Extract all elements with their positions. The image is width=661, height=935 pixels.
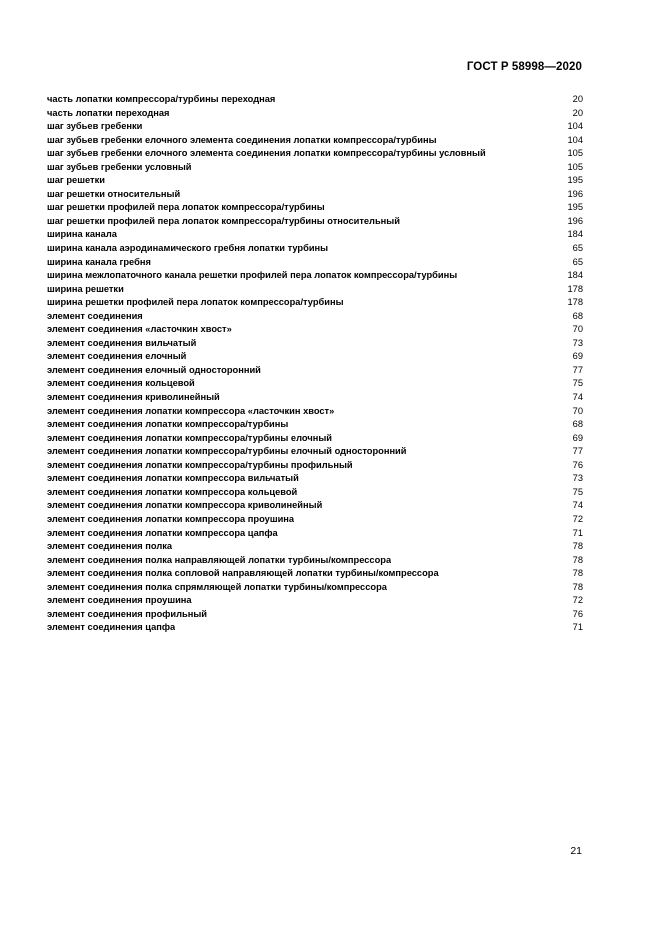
index-entry [47, 337, 583, 351]
alphabetical-index-list [47, 93, 583, 635]
index-entry [47, 499, 583, 513]
index-entry-term: ширина решетки профилей пера лопаток компрессора/турбины [47, 297, 344, 308]
index-entry-page: 65 [572, 256, 583, 267]
index-entry-page: 78 [572, 568, 583, 579]
index-entry [47, 391, 583, 405]
index-entry-term: элемент соединения полка направляющей лопатки турбины/компрессора [47, 554, 392, 565]
index-entry-term: шаг решетки профилей пера лопаток компрессора/турбины относительный [47, 215, 400, 226]
index-entry-term: шаг зубьев гребенки елочного элемента соединения лопатки компрессора/турбины условный [47, 148, 486, 159]
index-entry-term: элемент соединения цапфа [47, 622, 176, 633]
index-entry-page: 74 [572, 392, 583, 403]
index-entry-term: элемент соединения [47, 310, 143, 321]
index-entry [47, 513, 583, 527]
index-entry-page: 77 [572, 446, 583, 457]
index-entry [47, 134, 583, 148]
index-entry [47, 540, 583, 554]
index-entry-page: 71 [572, 622, 583, 633]
index-entry-page: 78 [572, 581, 583, 592]
index-entry-term: шаг решетки [47, 175, 105, 186]
index-entry-term: элемент соединения лопатки компрессора цапфа [47, 527, 278, 538]
index-entry [47, 242, 583, 256]
index-entry-page: 178 [567, 283, 583, 294]
index-entry [47, 527, 583, 541]
index-entry [47, 93, 583, 107]
index-entry-term: шаг зубьев гребенки условный [47, 161, 192, 172]
index-entry [47, 567, 583, 581]
index-entry-page: 70 [572, 405, 583, 416]
index-entry [47, 405, 583, 419]
index-entry-page: 104 [567, 134, 583, 145]
index-entry [47, 147, 583, 161]
index-entry-term: элемент соединения «ласточкин хвост» [47, 324, 232, 335]
index-entry-page: 73 [572, 337, 583, 348]
index-entry-term: элемент соединения лопатки компрессора/турбины елочный [47, 432, 332, 443]
index-entry-page: 76 [572, 608, 583, 619]
index-entry [47, 120, 583, 134]
index-entry [47, 581, 583, 595]
document-header: ГОСТ Р 58998—2020 [466, 61, 582, 73]
index-entry-term: элемент соединения лопатки компрессора «ласточкин хвост» [47, 405, 335, 416]
index-entry-page: 68 [572, 419, 583, 430]
index-entry-term: элемент соединения профильный [47, 608, 208, 619]
index-entry-page: 68 [572, 310, 583, 321]
index-entry-term: ширина канала аэродинамического гребня лопатки турбины [47, 243, 329, 254]
index-entry-term: элемент соединения лопатки компрессора вильчатый [47, 473, 299, 484]
index-entry [47, 107, 583, 121]
index-entry [47, 188, 583, 202]
index-entry [47, 283, 583, 297]
index-entry-page: 20 [572, 107, 583, 118]
index-entry-term: ширина канала [47, 229, 117, 240]
index-entry-term: элемент соединения лопатки компрессора/турбины [47, 419, 289, 430]
index-entry-page: 195 [567, 202, 583, 213]
index-entry-page: 184 [567, 270, 583, 281]
index-entry [47, 459, 583, 473]
index-entry-page: 71 [572, 527, 583, 538]
index-entry-page: 69 [572, 432, 583, 443]
index-entry [47, 486, 583, 500]
index-entry [47, 296, 583, 310]
index-entry-page: 72 [572, 513, 583, 524]
index-entry [47, 418, 583, 432]
index-entry-term: ширина решетки [47, 283, 124, 294]
index-entry-term: элемент соединения елочный [47, 351, 187, 362]
index-entry-term: шаг решетки профилей пера лопаток компрессора/турбины [47, 202, 325, 213]
index-entry-page: 75 [572, 378, 583, 389]
index-entry [47, 201, 583, 215]
index-entry-term: ширина канала гребня [47, 256, 151, 267]
index-entry [47, 608, 583, 622]
index-entry [47, 350, 583, 364]
index-entry [47, 377, 583, 391]
index-entry [47, 174, 583, 188]
index-entry-page: 77 [572, 364, 583, 375]
index-entry-term: элемент соединения лопатки компрессора/турбины елочный односторонний [47, 446, 407, 457]
index-entry [47, 323, 583, 337]
index-entry [47, 472, 583, 486]
index-entry-term: элемент соединения проушина [47, 595, 192, 606]
index-entry [47, 269, 583, 283]
index-entry-term: шаг зубьев гребенки елочного элемента соединения лопатки компрессора/турбины [47, 134, 437, 145]
index-entry-page: 105 [567, 161, 583, 172]
index-entry-page: 20 [572, 94, 583, 104]
index-entry-term: ширина межлопаточного канала решетки профилей пера лопаток компрессора/турбины [47, 270, 458, 281]
index-entry [47, 228, 583, 242]
index-entry-term: элемент соединения елочный односторонний [47, 364, 261, 375]
index-entry-term: элемент соединения полка спрямляющей лопатки турбины/компрессора [47, 581, 387, 592]
index-entry-page: 196 [567, 215, 583, 226]
index-entry [47, 432, 583, 446]
index-entry-page: 178 [567, 297, 583, 308]
index-entry [47, 554, 583, 568]
index-entry-page: 65 [572, 243, 583, 254]
index-entry [47, 256, 583, 270]
index-entry-page: 69 [572, 351, 583, 362]
index-entry-term: элемент соединения кольцевой [47, 378, 195, 389]
index-entry-term: элемент соединения криволинейный [47, 392, 220, 403]
index-entry-term: часть лопатки компрессора/турбины переходная [47, 94, 276, 104]
index-entry-term: элемент соединения полка [47, 541, 173, 552]
index-entry-term: элемент соединения полка сопловой направляющей лопатки турбины/компрессора [47, 568, 439, 579]
index-entry-page: 75 [572, 486, 583, 497]
index-entry-term: шаг зубьев гребенки [47, 121, 143, 132]
index-entry-page: 76 [572, 459, 583, 470]
page-number: 21 [570, 845, 582, 857]
index-entry-page: 78 [572, 541, 583, 552]
index-entry-term: шаг решетки относительный [47, 188, 181, 199]
index-entry-page: 105 [567, 148, 583, 159]
index-entry [47, 594, 583, 608]
index-entry-page: 70 [572, 324, 583, 335]
index-entry-page: 74 [572, 500, 583, 511]
index-entry [47, 215, 583, 229]
index-entry [47, 445, 583, 459]
index-entry-term: элемент соединения вильчатый [47, 337, 197, 348]
index-entry-term: элемент соединения лопатки компрессора криволинейный [47, 500, 323, 511]
index-entry-page: 184 [567, 229, 583, 240]
index-entry [47, 621, 583, 635]
index-entry-page: 72 [572, 595, 583, 606]
index-entry [47, 364, 583, 378]
index-entry-page: 196 [567, 188, 583, 199]
index-entry [47, 161, 583, 175]
index-entry-term: элемент соединения лопатки компрессора проушина [47, 513, 295, 524]
index-entry [47, 310, 583, 324]
index-entry-term: элемент соединения лопатки компрессора кольцевой [47, 486, 298, 497]
index-entry-term: часть лопатки переходная [47, 107, 170, 118]
index-entry-page: 78 [572, 554, 583, 565]
index-entry-page: 104 [567, 121, 583, 132]
index-entry-page: 195 [567, 175, 583, 186]
index-entry-page: 73 [572, 473, 583, 484]
index-entry-term: элемент соединения лопатки компрессора/турбины профильный [47, 459, 353, 470]
